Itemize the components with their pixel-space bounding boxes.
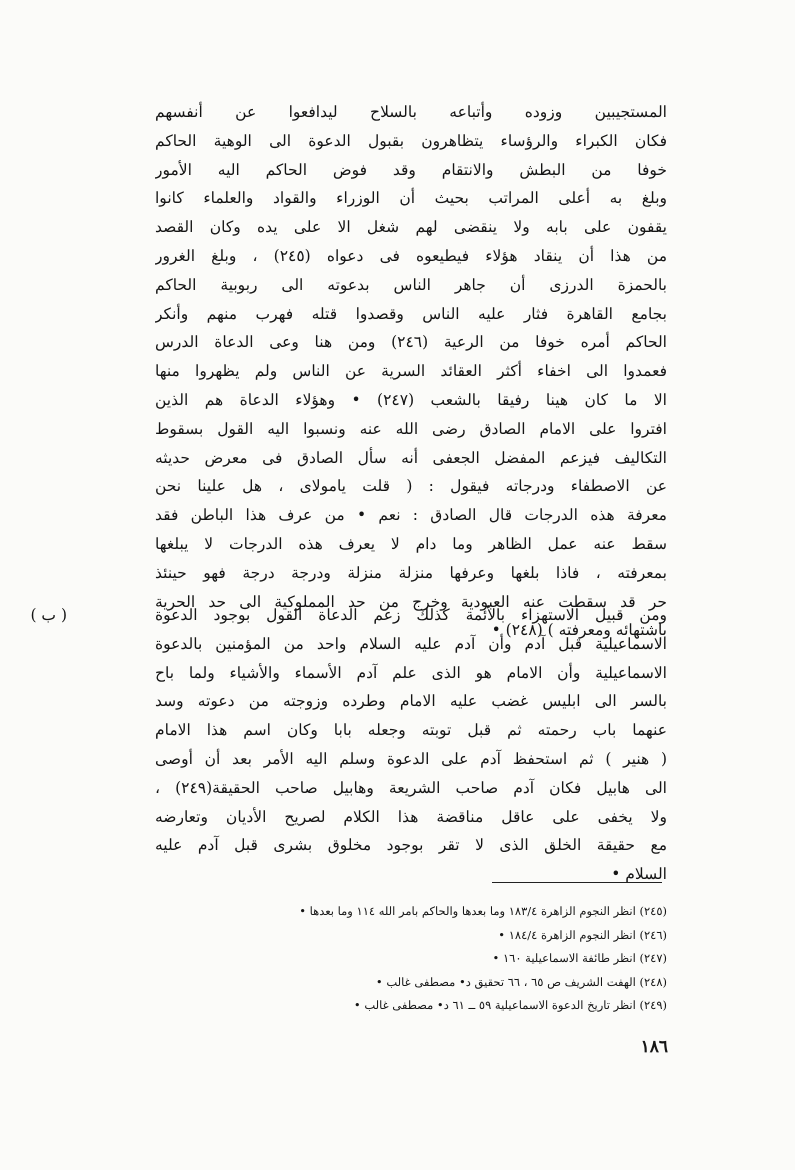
text-line: الاسماعيلية قبل آدم وأن آدم عليه السلام واحد من المؤمنين بالدعوة: [155, 634, 667, 653]
footnote: (٢٤٩) انظر تاريخ الدعوة الاسماعيلية ٥٩ ــ ٦١ د• مصطفى غالب •: [353, 998, 667, 1012]
text-line: المستجيبين وزوده وأتباعه بالسلاح ليدافعوا عن أنفسهم: [155, 103, 667, 121]
footnote-divider: [492, 882, 662, 883]
text-line: معرفة هذه الدرجات قال الصادق : نعم • من عرف هذا الباطن فقد: [155, 506, 667, 525]
footnotes: [155, 900, 667, 1018]
text-line: حر قد سقطت عنه العبودية وخرج من حد المملوكية الى حد الحرية: [155, 592, 667, 611]
paragraph-1: [155, 98, 667, 645]
text-line: ولا يخفى على عاقل مناقضة هذا الكلام لصريح الأديان وتعارضه: [155, 807, 667, 826]
text-line: وبلغ به أعلى المراتب بحيث أن الوزراء والقواد والعلماء كانوا: [155, 189, 667, 208]
text-line: يقفون على بابه ولا ينقضى لهم شغل الا على يده وكان القصد: [155, 218, 667, 237]
text-line: فعمدوا الى اخفاء أكثر العقائد السرية عن الناس ولم يظهروا منها: [155, 362, 667, 381]
footnote: (٢٤٥) انظر النجوم الزاهرة ١٨٣/٤ وما بعدها والحاكم بامر الله ١١٤ وما بعدها •: [299, 904, 667, 918]
text-line: عنهما باب رحمته ثم قبل توبته وجعله بابا وكان اسم هذا الامام: [155, 721, 667, 740]
text-line: السلام •: [611, 865, 667, 884]
text-line: من هذا أن ينقاد هؤلاء فيطيعوه فى دعواه (٢٤٥) ، وبلغ الغرور: [155, 246, 667, 265]
text-line: عن الاصطفاء ودرجاته فيقول : ( قلت يامولاى ، هل علينا نحن: [155, 477, 667, 496]
text-line: ومن قبيل الاستهزاء بالأئمة كذلك زعم الدعاة القول بوجود الدعوة: [155, 606, 667, 624]
text-line: مع حقيقة الخلق الذى لا تقر بوجود مخلوق بشرى قبل آدم عليه: [155, 836, 667, 855]
footnote: (٢٤٧) انظر طائفة الاسماعيلية ١٦٠ •: [492, 951, 667, 965]
text-line: الى هابيل فكان آدم صاحب الشريعة وهابيل صاحب الحقيقة(٢٤٩) ،: [155, 778, 667, 797]
text-line: خوفا من البطش والانتقام وقد فوض الحاكم اليه الأمور: [155, 160, 667, 179]
text-line: الا ما كان هينا رفيقا بالشعب (٢٤٧) • وهؤلاء الدعاة هم الذين: [155, 390, 667, 409]
paragraph-2-marker: ( ب ): [30, 606, 67, 624]
text-line: بالسر الى ابليس غضب عليه الامام وطرده وزوجته من دعوته وسد: [155, 692, 667, 711]
text-line: ( هنير ) ثم استحفظ آدم على الدعوة وسلم اليه الأمر بعد أن أوصى: [155, 749, 667, 768]
text-line: فكان الكبراء والرؤساء يتظاهرون بقبول الدعوة الى الوهية الحاكم: [155, 131, 667, 150]
text-line: باشتهائه ومعرفته ) (٢٤٨) •: [491, 621, 667, 640]
text-line: الاسماعيلية وأن الامام هو الذى علم آدم الأسماء والأشياء ولما باح: [155, 663, 667, 682]
text-line: بمعرفته ، فاذا بلغها وعرفها منزلة منزلة ودرجة درجة فهو حينئذ: [155, 563, 667, 582]
text-line: بجامع القاهرة فثار عليه الناس وقصدوا قتله فهرب منهم وأنكر: [155, 304, 667, 323]
text-line: بالحمزة الدرزى أن جاهر الناس بدعوته الى ربوبية الحاكم: [155, 275, 667, 294]
footnote: (٢٤٨) الهفت الشريف ص ٦٥ ، ٦٦ تحقيق د• مصطفى غالب •: [375, 974, 667, 989]
text-line: سقط عنه عمل الظاهر وما دام لا يعرف هذه الدرجات لا يبلغها: [155, 534, 667, 553]
text-line: افتروا على الامام الصادق رضى الله عنه ونسبوا اليه القول بسقوط: [155, 419, 667, 438]
text-line: الحاكم أمره خوفا من الرعية (٢٤٦) ومن هنا وعى الدعاة الدرس: [155, 333, 667, 352]
footnote: (٢٤٦) انظر النجوم الزاهرة ١٨٤/٤ •: [498, 927, 667, 942]
paragraph-2: [155, 601, 667, 889]
text-line: التكاليف فيزعم المفضل الجعفى أنه سأل الصادق فى معرض حديثه: [155, 448, 667, 467]
page-number: ١٨٦: [640, 1037, 668, 1057]
